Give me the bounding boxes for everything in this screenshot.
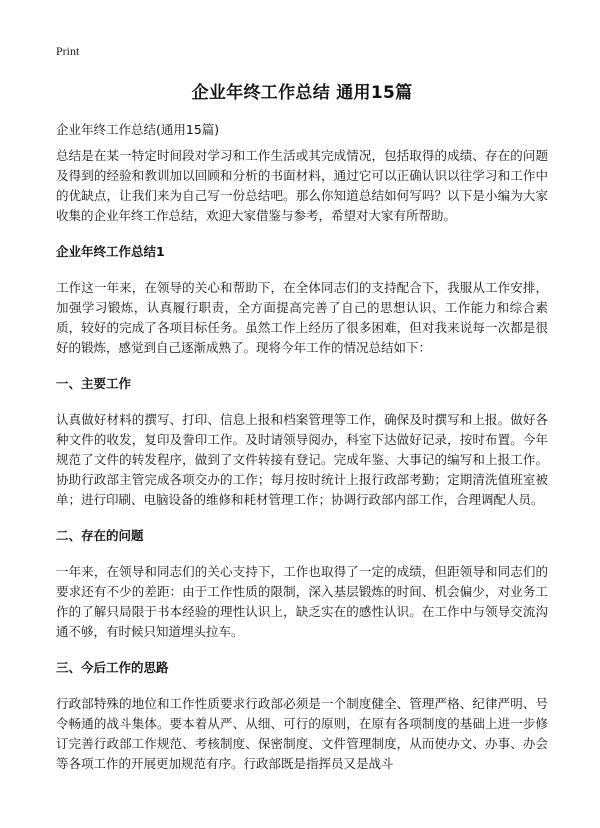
main-work-heading: 一、主要工作 xyxy=(56,376,132,391)
future-paragraph: 行政部特殊的地位和工作性质要求行政部必须是一个制度健全、管理严格、纪律严明、号令畅通的战斗集体。要本着从严、从细、可行的原则，在原有各项制度的基础上进一步修订完善行政部工作规范、考核制度、保密制度、文件管理制度，从而使办文、办事、办会等各项工作的开展更加规范有序。行政部既是指挥员又是战斗 xyxy=(56,696,548,771)
section-paragraph: 工作这一年来，在领导的关心和帮助下，在全体同志们的支持配合下，我服从工作安排，加强学习锻炼，认真履行职责，全方面提高完善了自己的思想认识、工作能力和综合素质，较好的完成了各项目标任务。虽然工作上经历了很多困难，但对我来说每一次都是很好的锻炼，感觉到自己逐渐成熟了。现将今年工作的情况总结如下： xyxy=(56,280,548,355)
document-subtitle: 企业年终工作总结(通用15篇) xyxy=(56,122,220,137)
problems-paragraph: 一年来，在领导和同志们的关心支持下，工作也取得了一定的成绩，但距领导和同志们的要求还有不少的差距：由于工作性质的限制，深入基层锻炼的时间、机会偏少，对业务工作的了解只局限于书本经验的理性认识上，缺乏实在的感性认识。在工作中与领导交流沟通不够，有时候只知道埋头拉车。 xyxy=(56,564,548,639)
section-heading: 企业年终工作总结1 xyxy=(56,244,165,259)
page-title: 企业年终工作总结 通用15篇 xyxy=(191,83,413,103)
intro-paragraph: 总结是在某一特定时间段对学习和工作生活或其完成情况，包括取得的成绩、存在的问题及得到的经验和教训加以回顾和分析的书面材料，通过它可以正确认识以往学习和工作中的优缺点，让我们来为自己写一份总结吧。那么你知道总结如何写吗？以下是小编为大家收集的企业年终工作总结，欢迎大家借鉴与参考，希望对大家有所帮助。 xyxy=(56,148,548,223)
problems-heading: 二、存在的问题 xyxy=(56,528,144,543)
main-work-paragraph: 认真做好材料的撰写、打印、信息上报和档案管理等工作，确保及时撰写和上报。做好各种文件的收发，复印及誊印工作。及时请领导阅办，科室下达做好记录，按时布置。今年规范了文件的转发程序，做到了文件转接有登记。完成年鉴、大事记的编写和上报工作。协助行政部主管完成各项交办的工作；每月按时统计上报行政部考勤；定期清洗值班室被单；进行印刷、电脑设备的维修和耗材管理工作；协调行政部内部工作，合理调配人员。 xyxy=(56,412,548,507)
print-link[interactable]: Print xyxy=(56,44,80,58)
future-heading: 三、今后工作的思路 xyxy=(56,660,169,675)
document-body xyxy=(56,146,548,790)
